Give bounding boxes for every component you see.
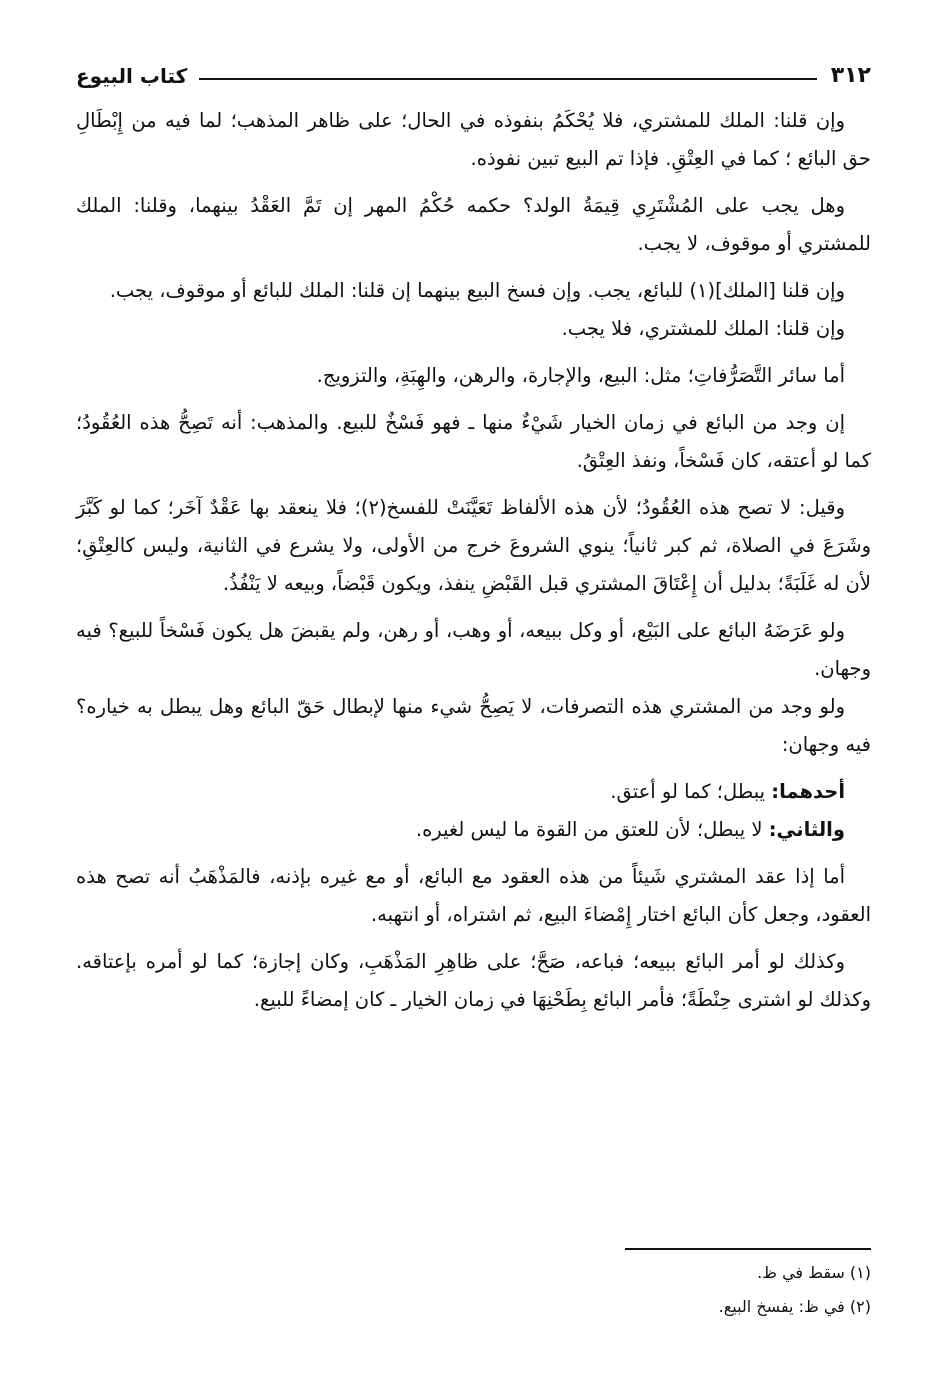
paragraph: ولو وجد من المشتري هذه التصرفات، لا يَصِحُّ شيء منها لإبطال حَقّ البائع وهل يبطل به خياره؟ فيه وجهان:: [76, 695, 871, 756]
paragraph: وكذلك لو أمر البائع ببيعه؛ فباعه، صَحَّ؛ على ظاهِرِ المَذْهَبِ، وكان إجازة؛ كما لو أمره بإعتاقه. وكذلك لو اشترى حِنْطَةً؛ فأمر البائع بِطَحْنِهَا في زمان الخيار ـ كان إمضاءً للبيع.: [76, 950, 871, 1011]
footnotes: [76, 1256, 871, 1324]
footnote: (١) سقط في ظ.: [757, 1263, 871, 1282]
book-page: [76, 58, 871, 1358]
book-title: كتاب البيوع: [76, 64, 188, 88]
paragraph: أما سائر التَّصَرُّفاتِ؛ مثل: البيع، والإجارة، والرهن، والهِبَةِ، والتزويج.: [316, 364, 845, 387]
paragraph-lead: والثاني:: [768, 818, 845, 841]
paragraph: إن وجد من البائع في زمان الخيار شَيْءٌ منها ـ فهو فَسْخٌ للبيع. والمذهب: أنه تَصِحُّ هذه العُقُودُ؛ كما لو أعتقه، كان فَسْخاً، ونفذ العِتْقُ.: [76, 411, 871, 472]
paragraph: أما إذا عقد المشتري شَيئاً من هذه العقود مع البائع، أو مع غيره بإذنه، فالمَذْهَبُ أنه تصح هذه العقود، وجعل كأن البائع اختار إِمْضاءَ البيع، ثم اشتراه، أو انتهبه.: [76, 865, 871, 926]
main-text: [76, 102, 871, 1028]
paragraph: والثاني: لا يبطل؛ لأن للعتق من القوة ما ليس لغيره.: [415, 818, 845, 841]
paragraph: وقيل: لا تصح هذه العُقُودُ؛ لأن هذه الألفاظ تَعَيَّنَتْ للفسخ(٢)؛ فلا ينعقد بها عَقْدٌ آخَر؛ كما لو كَبَّرَ وشَرَعَ في الصلاة، ثم كبر ثانياً؛ ينوي الشروعَ خرج من الأولى، ولا يشرع في الثانية، وليس كالعِتْقِ؛ لأن له غَلَبَةً؛ بدليل أن إِعْتَاقَ المشتري قبل القَبْضِ ينفذ، ويكون قَبْضاً، وبيعه لا يَنْفُذُ.: [76, 496, 871, 595]
paragraph: وإن قلنا: الملك للمشتري، فلا يُحْكَمُ بنفوذه في الحال؛ على ظاهر المذهب؛ لما فيه من إِبْطَالِ حق البائع ؛ كما في العِتْقِ. فإذا تم البيع تبين نفوذه.: [76, 109, 871, 170]
page-header: [76, 58, 871, 94]
header-rule: [199, 78, 816, 80]
footnote-rule: [625, 1248, 871, 1250]
paragraph: وإن قلنا: الملك للمشتري، فلا يجب.: [561, 317, 845, 340]
page-number: ٣١٢: [830, 63, 871, 88]
paragraph: وهل يجب على المُشْتَرِي قِيمَةُ الولد؟ حكمه حُكْمُ المهر إن تَمَّ العَقْدُ بينهما، وقلنا: الملك للمشتري أو موقوف، لا يجب.: [76, 194, 871, 255]
paragraph: وإن قلنا [الملك](١) للبائع، يجب. وإن فسخ البيع بينهما إن قلنا: الملك للبائع أو موقوف، يجب.: [109, 279, 845, 302]
footnote: (٢) في ظ: يفسخ البيع.: [718, 1297, 871, 1316]
paragraph: ولو عَرَضَهُ البائع على البَيْع، أو وكل ببيعه، أو وهب، أو رهن، ولم يقبضَ هل يكون فَسْخاً للبيع؟ فيه وجهان.: [76, 619, 871, 680]
paragraph: أحدهما: يبطل؛ كما لو أعتق.: [610, 780, 845, 803]
paragraph-lead: أحدهما:: [771, 780, 845, 803]
